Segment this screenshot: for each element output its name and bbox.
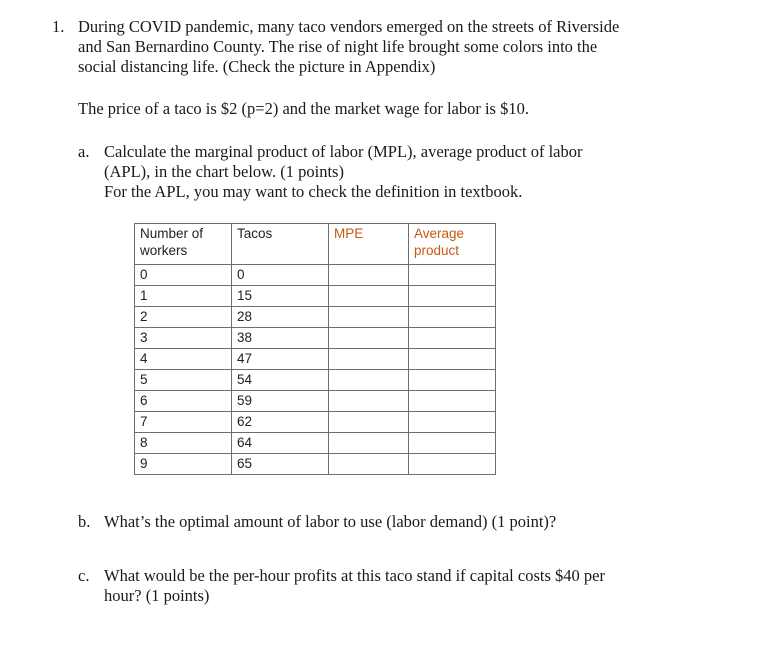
workers-cell: 8	[135, 433, 232, 454]
intro-line: During COVID pandemic, many taco vendors emerged on the streets of Riverside	[78, 17, 620, 36]
table-row	[135, 265, 496, 286]
tacos-cell: 65	[232, 454, 329, 475]
workers-cell: 1	[135, 286, 232, 307]
workers-cell: 3	[135, 328, 232, 349]
average-product-cell[interactable]	[409, 391, 496, 412]
table-row	[135, 433, 496, 454]
table-row	[135, 454, 496, 475]
part-a-line: For the APL, you may want to check the definition in textbook.	[104, 182, 523, 201]
average-product-cell[interactable]	[409, 286, 496, 307]
mpe-cell[interactable]	[329, 412, 409, 433]
table-row	[135, 307, 496, 328]
part-c-line: hour? (1 points)	[104, 586, 210, 605]
tacos-cell: 38	[232, 328, 329, 349]
average-product-cell[interactable]	[409, 307, 496, 328]
header-mpe: MPE	[329, 224, 409, 265]
workers-cell: 7	[135, 412, 232, 433]
part-c-line: What would be the per-hour profits at this taco stand if capital costs $40 per	[104, 566, 605, 585]
part-a-line: (APL), in the chart below. (1 points)	[104, 162, 344, 181]
tacos-cell: 28	[232, 307, 329, 328]
table-row	[135, 412, 496, 433]
part-a-line: Calculate the marginal product of labor (MPL), average product of labor	[104, 142, 583, 161]
tacos-cell: 0	[232, 265, 329, 286]
tacos-cell: 54	[232, 370, 329, 391]
mpe-cell[interactable]	[329, 349, 409, 370]
mpe-cell[interactable]	[329, 433, 409, 454]
mpe-cell[interactable]	[329, 307, 409, 328]
tacos-cell: 64	[232, 433, 329, 454]
workers-cell: 9	[135, 454, 232, 475]
header-tacos: Tacos	[232, 224, 329, 265]
table-row	[135, 391, 496, 412]
table-row	[135, 328, 496, 349]
average-product-cell[interactable]	[409, 370, 496, 391]
part-c-text	[104, 566, 674, 606]
table-row	[135, 286, 496, 307]
workers-cell: 5	[135, 370, 232, 391]
header-workers-line1: Number of	[140, 226, 204, 241]
mpe-cell[interactable]	[329, 391, 409, 412]
workers-cell: 2	[135, 307, 232, 328]
table-row	[135, 349, 496, 370]
tacos-cell: 59	[232, 391, 329, 412]
table-header-row	[135, 224, 496, 265]
question-number: 1.	[52, 17, 65, 36]
tacos-cell: 47	[232, 349, 329, 370]
workers-cell: 6	[135, 391, 232, 412]
header-avg-line1: Average	[414, 226, 465, 241]
mpe-cell[interactable]	[329, 265, 409, 286]
tacos-cell: 15	[232, 286, 329, 307]
average-product-cell[interactable]	[409, 454, 496, 475]
mpe-cell[interactable]	[329, 286, 409, 307]
header-workers	[135, 224, 232, 265]
part-b-label: b.	[78, 512, 91, 531]
tacos-cell: 62	[232, 412, 329, 433]
part-a-label: a.	[78, 142, 90, 161]
part-c-label: c.	[78, 566, 90, 585]
header-workers-line2: workers	[140, 243, 188, 258]
intro-line: social distancing life. (Check the picture in Appendix)	[78, 57, 436, 76]
average-product-cell[interactable]	[409, 412, 496, 433]
average-product-cell[interactable]	[409, 328, 496, 349]
average-product-cell[interactable]	[409, 433, 496, 454]
part-b-text: What’s the optimal amount of labor to use (labor demand) (1 point)?	[104, 512, 557, 531]
production-table	[134, 223, 496, 475]
table-row	[135, 370, 496, 391]
header-avg-line2: product	[414, 243, 460, 258]
workers-cell: 0	[135, 265, 232, 286]
price-statement: The price of a taco is $2 (p=2) and the market wage for labor is $10.	[78, 99, 529, 118]
part-a-text	[104, 142, 704, 202]
mpe-cell[interactable]	[329, 370, 409, 391]
mpe-cell[interactable]	[329, 454, 409, 475]
question-intro	[78, 17, 718, 77]
workers-cell: 4	[135, 349, 232, 370]
average-product-cell[interactable]	[409, 265, 496, 286]
mpe-cell[interactable]	[329, 328, 409, 349]
header-average-product	[409, 224, 496, 265]
average-product-cell[interactable]	[409, 349, 496, 370]
intro-line: and San Bernardino County. The rise of night life brought some colors into the	[78, 37, 598, 56]
